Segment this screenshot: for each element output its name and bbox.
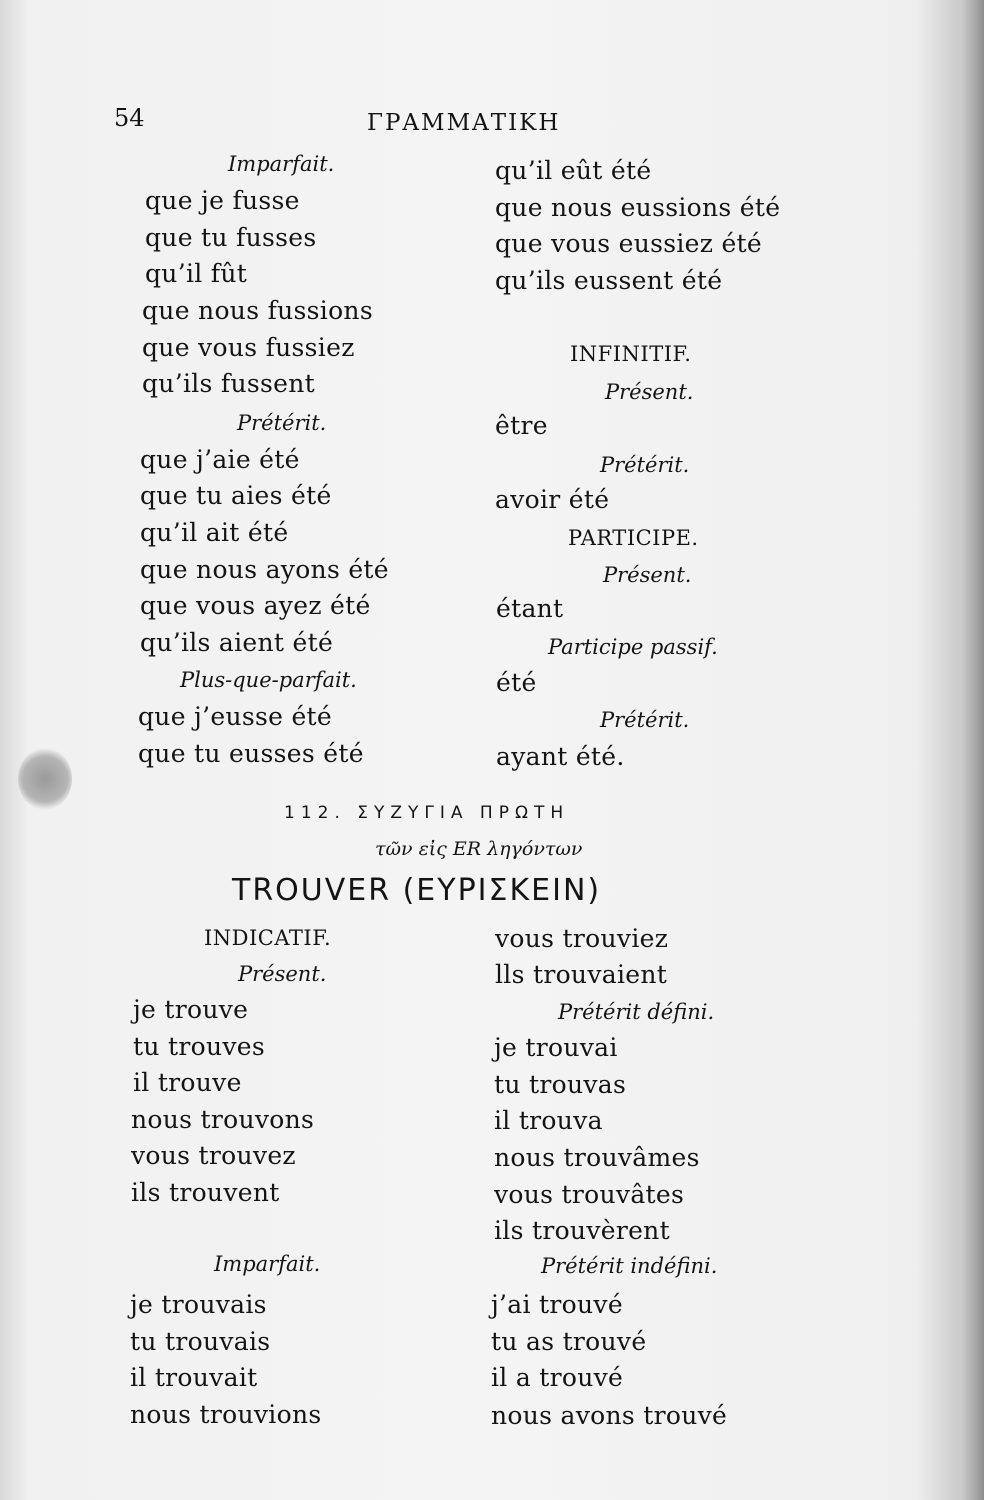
- text-line: être: [495, 411, 548, 440]
- text-line: vous trouvez: [131, 1141, 296, 1170]
- text-line: avoir été: [495, 485, 610, 514]
- text-line: tu as trouvé: [491, 1327, 647, 1356]
- text-line: qu’il ait été: [140, 518, 289, 547]
- text-line: qu’il fût: [145, 259, 248, 288]
- text-line: vous trouvâtes: [494, 1180, 685, 1209]
- text-line: nous trouvons: [131, 1105, 315, 1134]
- text-line: lls trouvaient: [495, 960, 668, 989]
- heading-present: Présent.: [605, 380, 694, 404]
- heading-present: Présent.: [603, 563, 692, 587]
- text-line: que tu fusses: [145, 223, 317, 252]
- text-line: que nous fussions: [142, 296, 373, 325]
- text-line: que je fusse: [145, 186, 300, 215]
- text-line: que tu eusses été: [138, 739, 364, 768]
- heading-preterit: Prétérit.: [600, 453, 690, 477]
- text-line: il trouvait: [130, 1363, 258, 1392]
- text-line: tu trouvais: [130, 1327, 271, 1356]
- text-line: je trouvais: [130, 1290, 267, 1319]
- text-line: il trouva: [494, 1106, 603, 1135]
- heading-indicatif: INDICATIF.: [204, 926, 332, 950]
- text-line: je trouve: [133, 995, 249, 1024]
- text-line: été: [496, 668, 537, 697]
- text-line: vous trouviez: [495, 924, 669, 953]
- heading-preterit-indefini: Prétérit indéfini.: [541, 1254, 718, 1278]
- text-line: que j’aie été: [140, 445, 300, 474]
- text-line: j’ai trouvé: [491, 1290, 623, 1319]
- text-line: étant: [496, 594, 564, 623]
- text-line: ayant été.: [496, 742, 625, 771]
- section-number-title: 112. ΣΥΖΥΓΙΑ ΠΡΩΤΗ: [284, 803, 570, 823]
- heading-plus-que-parfait: Plus-que-parfait.: [180, 668, 357, 692]
- page-title: ΓΡΑΜΜΑΤΙΚΗ: [367, 110, 561, 136]
- text-line: ils trouvèrent: [494, 1216, 670, 1245]
- page-number: 54: [114, 104, 145, 132]
- text-line: qu’ils fussent: [142, 369, 315, 398]
- verb-title: TROUVER (ΕΥΡΙΣΚΕΙΝ): [232, 873, 602, 908]
- section-subtitle: τῶν εἰς ER ληγόντων: [375, 838, 583, 860]
- text-line: que tu aies été: [140, 481, 332, 510]
- text-line: il trouve: [133, 1068, 242, 1097]
- text-line: il a trouvé: [491, 1363, 624, 1392]
- heading-imparfait: Imparfait.: [228, 152, 335, 176]
- text-line: nous avons trouvé: [491, 1401, 728, 1430]
- text-line: que vous eussiez été: [495, 229, 762, 258]
- text-line: que nous eussions été: [495, 193, 781, 222]
- text-line: qu’il eût été: [495, 156, 652, 185]
- heading-infinitif: INFINITIF.: [570, 342, 692, 366]
- text-line: tu trouves: [133, 1032, 265, 1061]
- text-line: nous trouvions: [130, 1400, 322, 1429]
- heading-preterit: Prétérit.: [600, 708, 690, 732]
- heading-present: Présent.: [238, 962, 327, 986]
- text-line: ils trouvent: [131, 1178, 280, 1207]
- text-line: qu’ils aient été: [140, 628, 334, 657]
- heading-participe-passif: Participe passif.: [548, 635, 718, 659]
- text-line: que nous ayons été: [140, 555, 389, 584]
- text-line: tu trouvas: [494, 1070, 627, 1099]
- heading-participe: PARTICIPE.: [568, 526, 699, 550]
- text-line: qu’ils eussent été: [495, 266, 723, 295]
- text-line: nous trouvâmes: [494, 1143, 700, 1172]
- ink-stain: [18, 748, 72, 810]
- text-line: je trouvai: [494, 1033, 618, 1062]
- text-line: que vous fussiez: [142, 333, 355, 362]
- heading-imparfait: Imparfait.: [214, 1252, 321, 1276]
- text-line: que vous ayez été: [140, 591, 371, 620]
- heading-preterit: Prétérit.: [237, 411, 327, 435]
- page-edge-shadow: [962, 0, 984, 1500]
- heading-preterit-defini: Prétérit défini.: [558, 1000, 715, 1024]
- text-line: que j’eusse été: [138, 702, 332, 731]
